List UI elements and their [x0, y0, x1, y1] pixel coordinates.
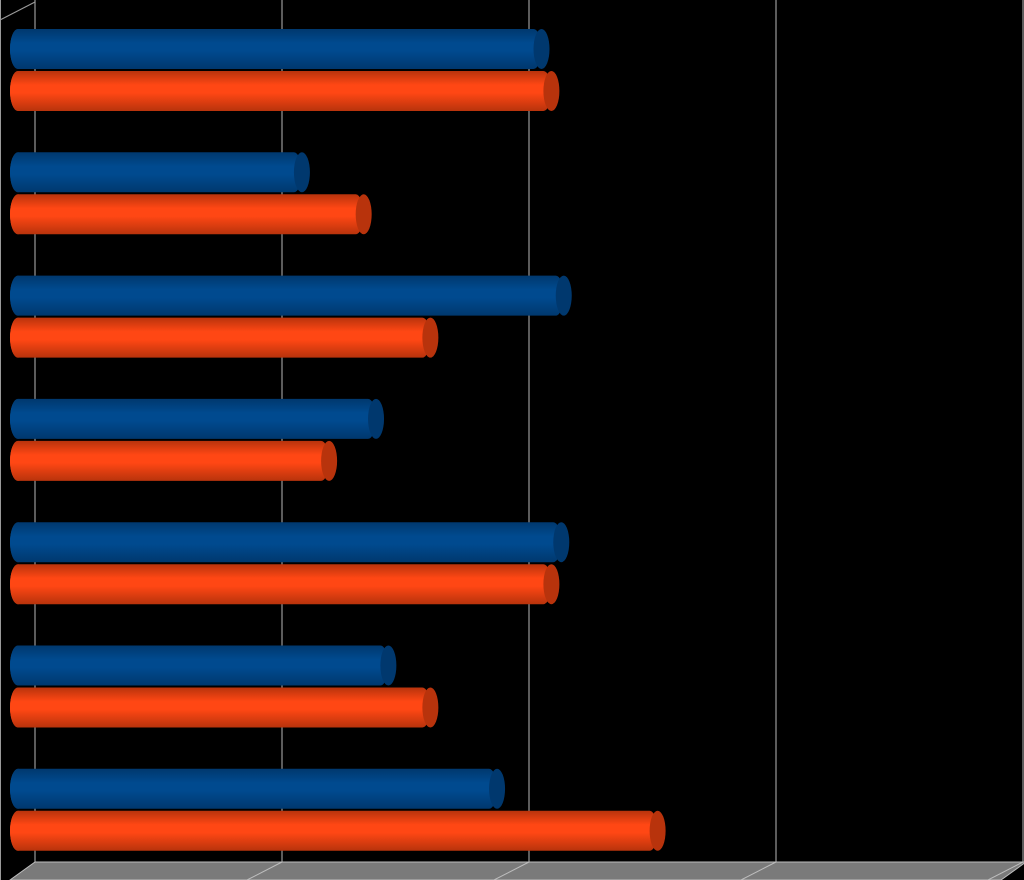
bar-body — [10, 152, 302, 192]
gridlines — [282, 0, 1023, 862]
bar-end-cap — [534, 29, 550, 69]
bar-start-cap — [10, 688, 26, 728]
bar-start-cap — [10, 318, 26, 358]
chart-walls — [0, 0, 35, 880]
bar-end-cap — [543, 564, 559, 604]
bar-end-cap — [422, 688, 438, 728]
bar-series-2-cat-1 — [10, 71, 559, 111]
bar-start-cap — [10, 564, 26, 604]
bar-body — [10, 811, 658, 851]
bar-end-cap — [368, 399, 384, 439]
bar-series-1-cat-4 — [10, 399, 384, 439]
bar-body — [10, 564, 551, 604]
bar-start-cap — [10, 769, 26, 809]
bar-body — [10, 194, 364, 234]
bar-start-cap — [10, 152, 26, 192]
bar-series-1-cat-5 — [10, 522, 569, 562]
bar-end-cap — [556, 276, 572, 316]
bar-start-cap — [10, 811, 26, 851]
bar-body — [10, 71, 551, 111]
bar-series-1-cat-3 — [10, 276, 572, 316]
bar-series-1-cat-6 — [10, 646, 396, 686]
bar-series-2-cat-7 — [10, 811, 666, 851]
bars — [10, 29, 666, 851]
bar-end-cap — [380, 646, 396, 686]
chart-floor — [10, 862, 1024, 880]
bar-series-1-cat-7 — [10, 769, 505, 809]
bar-start-cap — [10, 441, 26, 481]
bar-series-2-cat-2 — [10, 194, 372, 234]
bar-end-cap — [650, 811, 666, 851]
bar-body — [10, 29, 542, 69]
bar-start-cap — [10, 276, 26, 316]
bar-end-cap — [356, 194, 372, 234]
bar-series-1-cat-2 — [10, 152, 310, 192]
bar-body — [10, 276, 564, 316]
bar-body — [10, 769, 497, 809]
bar-start-cap — [10, 399, 26, 439]
bar-series-2-cat-6 — [10, 688, 438, 728]
bar-start-cap — [10, 71, 26, 111]
bar-body — [10, 318, 430, 358]
floor-plane — [10, 862, 1024, 880]
bar-end-cap — [553, 522, 569, 562]
bar-body — [10, 688, 430, 728]
bar-end-cap — [321, 441, 337, 481]
left-wall-top-edge — [0, 2, 35, 20]
bar-start-cap — [10, 194, 26, 234]
bar-body — [10, 441, 329, 481]
bar-body — [10, 646, 388, 686]
bar-end-cap — [422, 318, 438, 358]
bar-series-1-cat-1 — [10, 29, 550, 69]
bar-end-cap — [543, 71, 559, 111]
bar-series-2-cat-3 — [10, 318, 438, 358]
bar-series-2-cat-5 — [10, 564, 559, 604]
bar-series-2-cat-4 — [10, 441, 337, 481]
bar-body — [10, 399, 376, 439]
bar-end-cap — [489, 769, 505, 809]
bar-end-cap — [294, 152, 310, 192]
bar-start-cap — [10, 522, 26, 562]
bar-body — [10, 522, 561, 562]
bar-start-cap — [10, 29, 26, 69]
bar-start-cap — [10, 646, 26, 686]
